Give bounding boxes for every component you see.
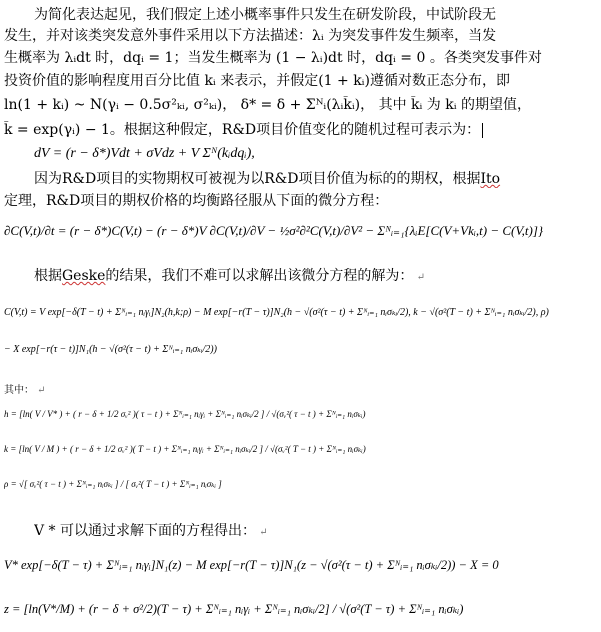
equation-c-line-1: C(V,t) = V exp[−δ(T − t) + Σᴺᵢ₌₁ nᵢγᵢ]N₂(h,k;ρ) − M exp[−r(T − τ)]N₂(h − √(σ²(τ − t) + Σᴺᵢ₌₁ nᵢσₖᵢ/2), k − √(σ²(T − t) + Σᴺᵢ₌₁ nᵢσₖᵢ/2), ρ) (4, 307, 549, 318)
paragraph-mark-icon: ↵ (256, 527, 268, 538)
equation-k: k = [ln( V / M ) + ( r − δ + 1/2 σᵥ² )( T − t ) + Σᴺᵢ₌₁ nᵢγᵢ + Σᴺᵢ₌₁ nᵢσₖᵢ/2 ] / √(σᵥ²( T − t ) + Σᴺᵢ₌₁ nᵢσₖᵢ) (4, 444, 366, 454)
paragraph-1-line-4: 投资价值的影响程度用百分比值 kᵢ 来表示，并假定(1 + kᵢ)遵循对数正态分布，即 (4, 73, 510, 89)
equation-vstar: V* exp[−δ(T − τ) + Σᴺᵢ₌₁ nᵢγᵢ]N₁(z) − M exp[−r(T − τ)]N₁(z − √(σ²(τ − t) + Σᴺᵢ₌₁ nᵢσₖᵢ/2)) − X = 0 (4, 558, 499, 572)
paragraph-1-line-6-text: k̄ = exp(γᵢ) − 1。根据这种假定，R&D项目价值变化的随机过程可表示为： (4, 122, 481, 138)
paragraph-4-line-1: V * 可以通过求解下面的方程得出： ↵ (34, 523, 268, 539)
equation-z: z = [ln(V*/M) + (r − δ + σ²/2)(T − τ) + Σᴺᵢ₌₁ nᵢγᵢ + Σᴺᵢ₌₁ nᵢσₖᵢ/2] / √(σ²(T − τ) + Σᴺᵢ₌₁ nᵢσₖᵢ) (4, 602, 464, 616)
paragraph-mark-icon: ↵ (34, 385, 46, 396)
paragraph-3-line-1: 根据Geske的结果，我们不难可以求解出该微分方程的解为： ↵ (34, 268, 425, 284)
spellcheck-word: Geske (62, 268, 106, 284)
equation-dv: dV = (r − δ*)Vdt + σVdz + V Σᴺ(kᵢdqᵢ), (34, 146, 255, 161)
paragraph-1-line-6 (4, 121, 597, 139)
paragraph-1-line-3: 生概率为 λᵢdt 时，dqᵢ = 1；当发生概率为 (1 − λᵢ)dt 时，dqᵢ = 0 。各类突发事件对 (4, 50, 542, 66)
paragraph-1-line-5: ln(1 + kᵢ) ~ N(γᵢ − 0.5σ²ₖᵢ, σ²ₖᵢ)， δ* = δ + Σᴺᵢ(λᵢk̄ᵢ)， 其中 k̄ᵢ 为 kᵢ 的期望值， (4, 97, 531, 113)
text-cursor-icon (482, 123, 483, 138)
where-label: 其中： ↵ (4, 385, 46, 396)
paragraph-2-line-2: 定理，R&D项目的期权价格的均衡路径服从下面的微分方程： (4, 193, 389, 209)
paragraph-1-line-2: 发生，并对该类突发意外事件采用以下方法描述：λᵢ 为突发事件发生频率，当发 (4, 28, 497, 44)
paragraph-1-line-1: 为简化表达起见，我们假定上述小概率事件只发生在研发阶段，中试阶段无 (34, 7, 496, 23)
equation-c-line-2: − X exp[−r(τ − t)]N₁(h − √(σ²(τ − t) + Σᴺᵢ₌₁ nᵢσₖᵢ/2)) (4, 344, 217, 355)
equation-pde: ∂C(V,t)/∂t = (r − δ*)C(V,t) − (r − δ*)V ∂C(V,t)/∂V − ½σ²∂²C(V,t)/∂V² − Σᴺᵢ₌₁{λᵢE[C(V+Vkᵢ,t) − C(V,t)]} (4, 223, 544, 238)
spellcheck-word: Ito (480, 171, 501, 187)
paragraph-2-line-1: 因为R&D项目的实物期权可被视为以R&D项目价值为标的的期权，根据Ito (34, 171, 501, 187)
equation-h: h = [ln( V / V* ) + ( r − δ + 1/2 σᵥ² )( τ − t ) + Σᴺᵢ₌₁ nᵢγᵢ + Σᴺᵢ₌₁ nᵢσₖᵢ/2 ] / √(σᵥ²( τ − t ) + Σᴺᵢ₌₁ nᵢσₖᵢ) (4, 409, 366, 419)
paragraph-mark-icon: ↵ (413, 272, 425, 283)
equation-rho: ρ = √[ σᵥ²( τ − t ) + Σᴺᵢ₌₁ nᵢσₖᵢ ] / [ σᵥ²( T − t ) + Σᴺᵢ₌₁ nᵢσₖᵢ ] (4, 479, 222, 489)
